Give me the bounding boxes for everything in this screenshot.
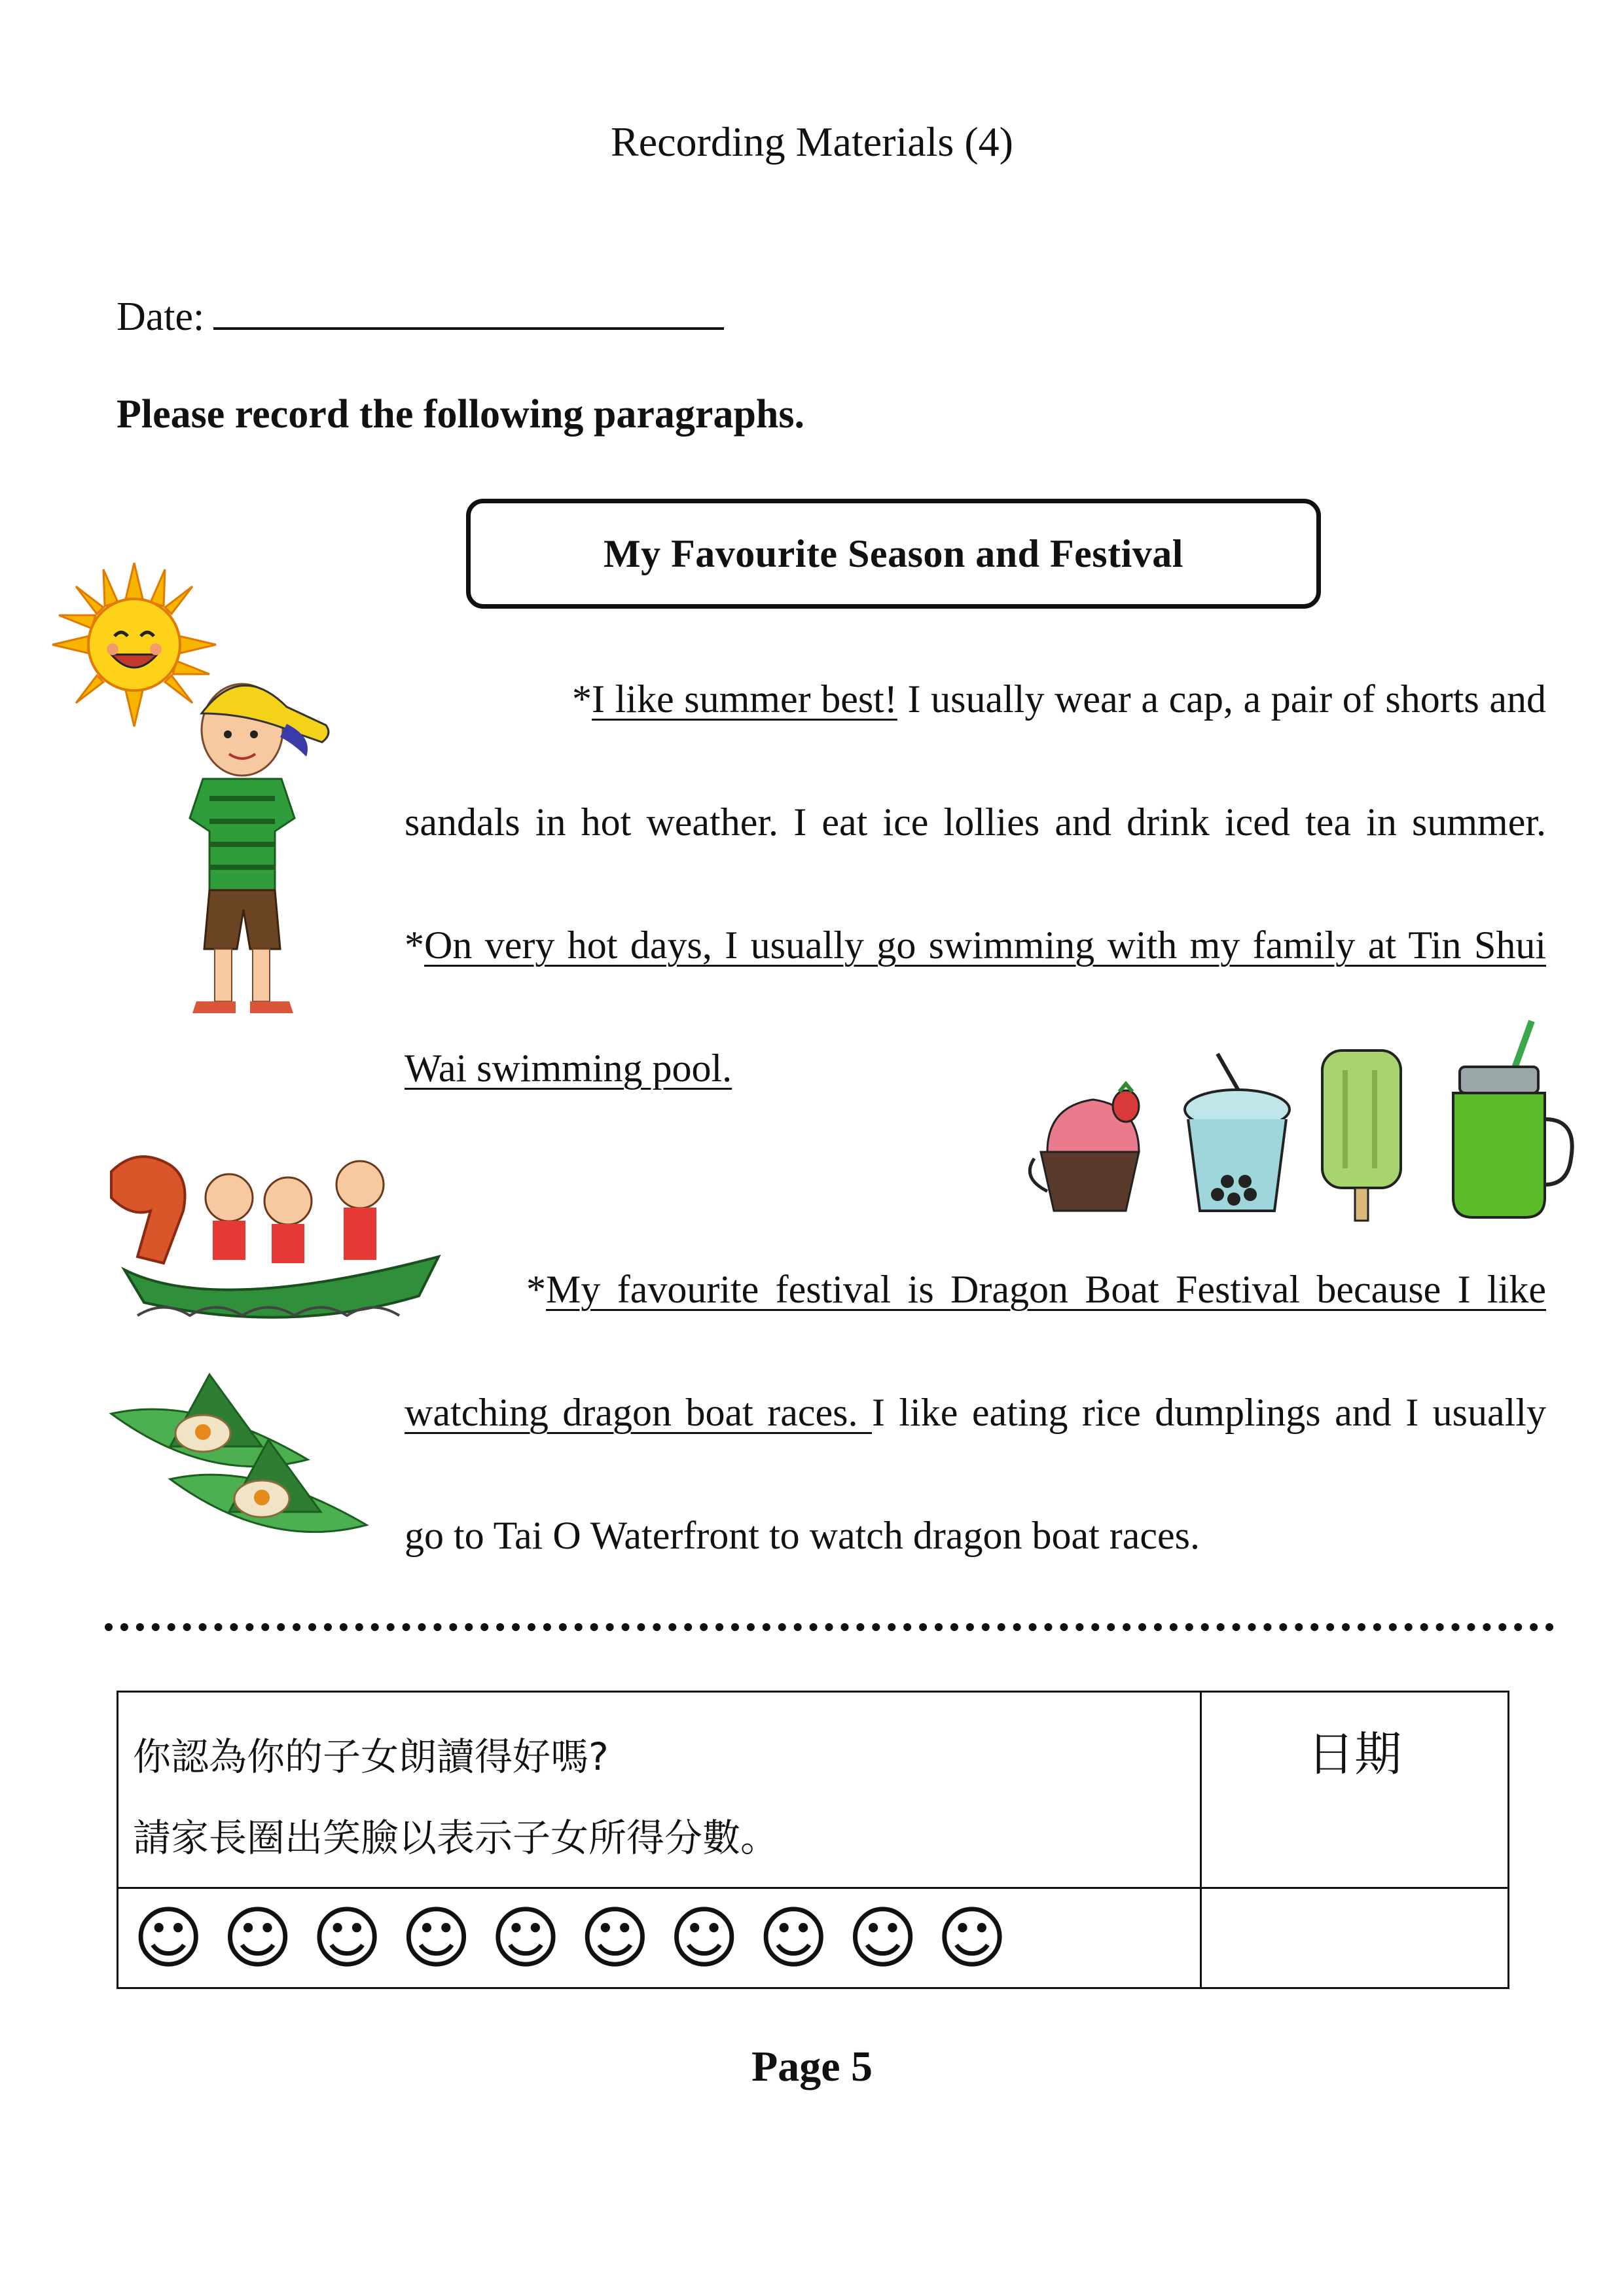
summer-sentence-text: I usually wear a cap, a pair of shorts and sandals in hot weather. I eat ice lollies and drink iced tea in summer. — [405, 677, 1546, 844]
star-mark: * — [572, 677, 592, 721]
date-label: Date: — [117, 295, 205, 339]
dotted-divider — [105, 1623, 1554, 1631]
rating-question-line2: 請家長圈出笑臉以表示子女所得分數。 — [133, 1816, 779, 1860]
parent-rating-table — [117, 1691, 1509, 1989]
smiley-face-icon[interactable]: ☺ — [668, 1898, 740, 1978]
page-number: Page 5 — [751, 2043, 873, 2090]
rating-date-cell[interactable] — [1200, 1888, 1508, 1988]
instruction-text: Please record the following paragraphs. — [117, 392, 805, 437]
smiley-face-icon[interactable]: ☺ — [579, 1898, 651, 1978]
dessert-icon — [1021, 1073, 1172, 1224]
rice-dumplings-icon — [111, 1374, 373, 1564]
smiley-face-icon[interactable]: ☺ — [490, 1898, 562, 1978]
date-blank-line[interactable] — [213, 293, 724, 330]
boy-icon — [164, 674, 334, 1021]
star-mark: * — [405, 924, 424, 967]
page-title: Recording Materials (4) — [611, 118, 1013, 165]
heading-box — [466, 499, 1321, 609]
rating-question-cell — [118, 1692, 1201, 1888]
smiley-face-icon[interactable]: ☺ — [757, 1898, 829, 1978]
ice-lolly-icon — [1309, 1044, 1414, 1227]
rating-question-line1: 你認為你的子女朗讀得好嗎? — [133, 1734, 609, 1779]
swimming-sentence-underlined: On very hot days, I usually go swimming with my family at Tin Shui Wai swimming pool. — [405, 924, 1546, 1090]
festival-sentence-text: I like eating rice dumplings and I usually go to Tai O Waterfront to watch dragon boat races. — [405, 1391, 1546, 1557]
bubble-tea-icon — [1172, 1047, 1296, 1224]
rating-date-header: 日期 — [1200, 1692, 1508, 1888]
date-field — [117, 293, 724, 340]
festival-paragraph — [405, 1228, 1546, 1597]
iced-tea-jar-icon — [1434, 1014, 1578, 1224]
smiley-face-icon[interactable]: ☺ — [311, 1898, 383, 1978]
smiley-face-icon[interactable]: ☺ — [133, 1898, 204, 1978]
smiley-face-icon[interactable]: ☺ — [936, 1898, 1008, 1978]
smiley-face-icon[interactable]: ☺ — [847, 1898, 918, 1978]
smiley-row — [118, 1888, 1201, 1988]
festival-sentence-underlined: My favourite festival is Dragon Boat Festival because I like watching dragon boat races. — [405, 1268, 1546, 1434]
star-mark: * — [526, 1268, 546, 1311]
summer-sentence-underlined: I like summer best! — [592, 677, 897, 721]
smiley-face-icon[interactable]: ☺ — [222, 1898, 293, 1978]
smiley-face-icon[interactable]: ☺ — [401, 1898, 472, 1978]
heading-title: My Favourite Season and Festival — [604, 531, 1183, 575]
